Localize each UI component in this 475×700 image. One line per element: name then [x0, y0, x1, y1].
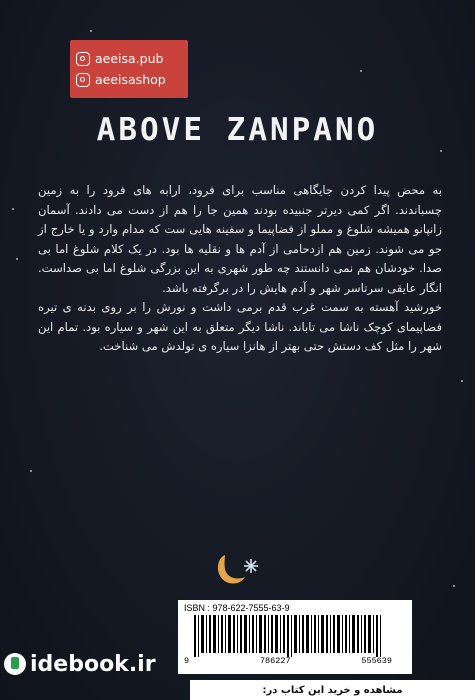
blurb [38, 181, 442, 357]
star [461, 380, 463, 382]
footer-text: مشاهده و خرید این کتاب در: [262, 684, 403, 696]
star [90, 30, 92, 32]
barcode-digit-group: 9 [184, 656, 190, 666]
barcode-digit-group: 555639 [361, 656, 392, 666]
star [12, 208, 14, 210]
watermark-logo-icon [4, 653, 26, 675]
footer-bar [190, 680, 475, 700]
social-handles-badge [70, 40, 188, 98]
social-row [76, 51, 188, 66]
blurb-paragraph: به محض پیدا کردن جایگاهی مناسب برای فرود، ارابه های فرود را به زمین چسباندند. اگر کمی دیرتر جنبیده بودند همین جا را هم از دست می دادند. آسمان زانپانو همیشه شلوغ و مملو از فضاپیما و سفینه هایی ست که مدام وارد و یا خارج از جو می شوند. زمین هم ازدحامی از آدم ها و نقلیه ها بود. در یک کلام شلوغ اما بی صدا. خودشان هم نمی دانستند چه طور شهری به این بزرگی شلوغ اما بی صداست. انگار عایقی سرتاسر شهر و آدم هایش را در برگرفته باشد. [38, 183, 442, 295]
publisher-logo-icon [211, 549, 265, 589]
star [16, 258, 18, 260]
star [453, 585, 455, 587]
social-handle: aeeisa.pub [95, 51, 164, 66]
barcode-digits [184, 656, 406, 666]
star [440, 150, 442, 152]
barcode-digit-group: 786227 [259, 656, 291, 666]
instagram-icon [76, 52, 90, 66]
star [30, 470, 32, 472]
isbn-barcode [178, 600, 412, 674]
star [360, 70, 362, 72]
social-handle: aeeisashop [95, 72, 166, 87]
isbn-number: ISBN : 978-622-7555-63-9 [184, 603, 290, 613]
instagram-icon [76, 73, 90, 87]
watermark-link[interactable]: idebook.ir [30, 652, 156, 677]
social-row [76, 72, 188, 87]
blurb-paragraph: خورشید آهسته به سمت غرب قدم برمی داشت و نورش را بر روی بدنه ی تیره فضاپیمای کوچک ناشا می تاباند. ناشا دیگر متعلق به این شهر و سیاره بود. تمام این شهر را مثل کف دستش حتی بهتر از هانزا سیاره ی تولدش می شناخت. [38, 300, 442, 353]
barcode-icon [184, 615, 406, 657]
book-title: ABOVE ZANPANO [96, 112, 379, 148]
